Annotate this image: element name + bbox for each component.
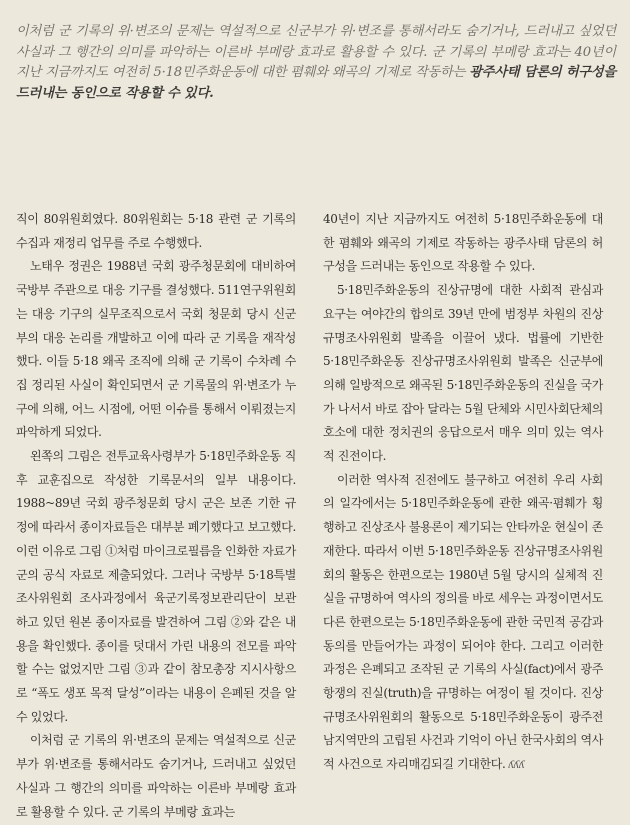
end-mark-icon: ʎʎʎ (508, 760, 525, 772)
paragraph: 직이 80위원회였다. 80위원회는 5·18 관련 군 기록의 수집과 재정리 업무를 주로 수행했다. (16, 212, 296, 250)
pull-quote-emphasis: 광주사태 담론의 허구성을 드러내는 동인으로 작용할 수 있다. (16, 65, 616, 101)
paragraph: 5·18민주화운동의 진상규명에 대한 사회적 관심과 요구는 여야간의 합의로 39년 만에 범정부 차원의 진상규명조사위원회 발족을 이끌어 냈다. 법률에 기반한 5·18민주화운동 진상규명조사위원회 발족은 신군부에 의해 일방적으로 왜곡된 5·18민주화운동의 진실을 국가가 나서서 바로 잡아 달라는 5월 단체와 시민사회단체의 호소에 대한 정치권의 응답으로서 매우 의미 있는 역사적 진전이다. (323, 283, 603, 464)
pull-quote-text: 이처럼 군 기록의 위·변조의 문제는 역설적으로 신군부가 위·변조를 통해서라도 숨기거나, 드러내고 싶었던 사실과 그 행간의 의미를 파악하는 이른바 부메랑 효과로 활용할 수 있다. 군 기록의 부메랑 효과는 40년이 지난 지금까지도 여전히 5·18민주화운동에 대한 폄훼와 왜곡의 기제로 작동하는 (16, 24, 616, 80)
right-column (323, 208, 603, 778)
paragraph-text: 이러한 역사적 진전에도 불구하고 여전히 우리 사회의 일각에서는 5·18민주화운동에 관한 왜곡·폄훼가 횡행하고 진상조사 불용론이 제기되는 안타까운 현실이 존재한다. 따라서 이번 5·18민주화운동 진상규명조사위원회의 활동은 한편으로는 1980년 5월 당시의 실체적 진실을 규명하여 역사의 정의를 바로 세우는 과정이면서도 다른 한편으로는 5·18민주화운동에 관한 국민적 공감과 동의를 만들어가는 과정이 되어야 한다. 그리고 이러한 과정은 은폐되고 조작된 군 기록의 사실(fact)에서 광주항쟁의 진실(truth)을 규명하는 여정이 될 것이다. 진상규명조사위원회의 활동으로 5·18민주화운동이 광주전남지역만의 고립된 사건과 기억이 아닌 한국사회의 역사적 사건으로 자리매김되길 기대한다. (323, 472, 603, 772)
paragraph (323, 469, 603, 778)
paragraph: 왼쪽의 그림은 전투교육사령부가 5·18민주화운동 직후 교훈집으로 작성한 기록문서의 일부 내용이다. 1988~89년 국회 광주청문회 당시 군은 보존 기한 규정에 따라서 종이자료들은 대부분 폐기했다고 보고했다. 이런 이유로 그림 ①처럼 마이크로필름을 인화한 자료가 군의 공식 자료로 제출되었다. 그러나 국방부 5·18특별조사위원회 조사과정에서 육군기록정보관리단이 보관하고 있던 원본 종이자료를 발견하여 그림 ②와 같은 내용을 확인했다. 종이를 덧대서 가린 내용의 전모를 파악할 수는 없었지만 그림 ③과 같이 참모총장 지시사항으로 “폭도 생포 목적 달성”이라는 내용이 은폐된 것을 알 수 있었다. (16, 449, 296, 724)
paragraph: 이처럼 군 기록의 위·변조의 문제는 역설적으로 신군부가 위·변조를 통해서라도 숨기거나, 드러내고 싶었던 사실과 그 행간의 의미를 파악하는 이른바 부메랑 효과로 활용할 수 있다. 군 기록의 부메랑 효과는 (16, 733, 296, 819)
left-column (16, 208, 296, 824)
paragraph: 40년이 지난 지금까지도 여전히 5·18민주화운동에 대한 폄훼와 왜곡의 기제로 작동하는 광주사태 담론의 허구성을 드러내는 동인으로 작용할 수 있다. (323, 212, 603, 274)
paragraph: 노태우 정권은 1988년 국회 광주청문회에 대비하여 국방부 주관으로 대응 기구를 결성했다. 511연구위원회는 대응 기구의 실무조직으로서 국회 청문회 당시 신군부의 대응 논리를 개발하고 이에 따라 군 기록을 재작성했다. 이들 5·18 왜곡 조직에 의해 군 기록이 수차례 수집 정리된 사실이 확인되면서 군 기록물의 위·변조가 누구에 의해, 어느 시점에, 어떤 이슈를 통해서 이뤄졌는지 파악하게 되었다. (16, 259, 296, 440)
pull-quote (16, 22, 616, 104)
